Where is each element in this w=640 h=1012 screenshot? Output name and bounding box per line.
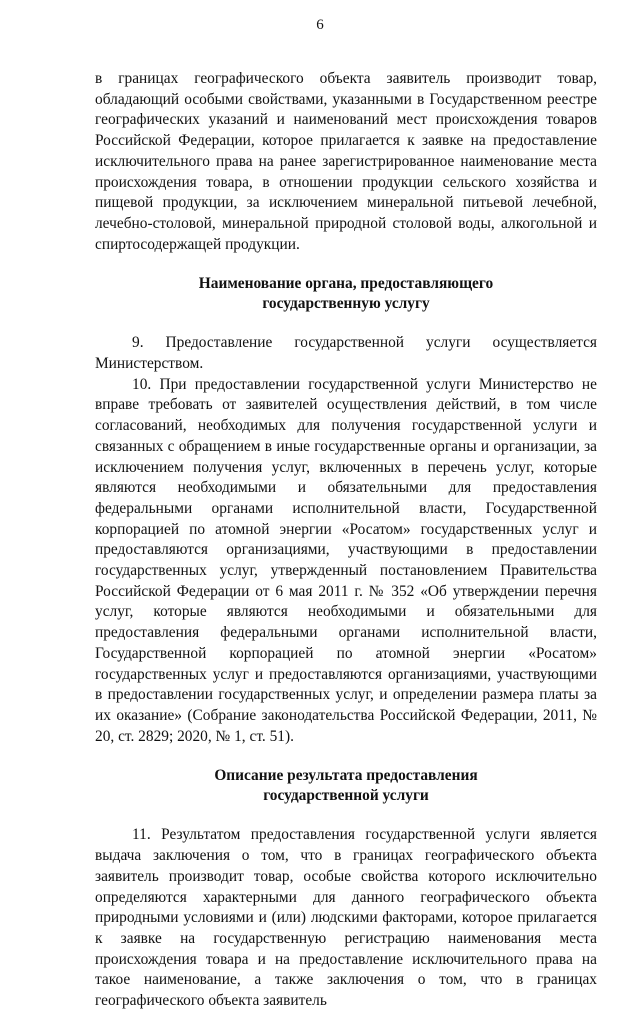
- document-body: [95, 69, 597, 1012]
- section-heading-line: государственной услуги: [263, 787, 429, 805]
- section-heading-line: Наименование органа, предоставляющего: [198, 275, 494, 293]
- section-heading-line: государственную услугу: [262, 295, 430, 313]
- section-heading-line: Описание результата предоставления: [214, 767, 478, 785]
- section-heading-result: [95, 766, 597, 806]
- paragraph-continuation: в границах географического объекта заявитель производит товар, обладающий особыми свойствами, указанными в Государственном реестре географических указаний и наименований мест происхождения товаров Российской Федерации, которое прилагается к заявке на предоставление исключительного права на ранее зарегистрированное наименование места происхождения товара, в отношении продукции сельского хозяйства и пищевой продукции, за исключением минеральной питьевой лечебной, лечебно-столовой, минеральной природной столовой воды, алкогольной и спиртосодержащей продукции.: [95, 70, 597, 253]
- paragraph-11: 11. Результатом предоставления государственной услуги является выдача заключения о том, что в границах географического объекта заявитель производит товар, особые свойства которого исключительно определяются характерными для данного географического объекта природными условиями и (или) людскими факторами, которое прилагается к заявке на государственную регистрацию наименования места происхождения товара и на предоставление исключительного права на такое наименование, а также заключения о том, что в границах географического объекта заявитель: [95, 826, 597, 1010]
- page-number: 6: [316, 17, 324, 33]
- paragraph-10: 10. При предоставлении государственной услуги Министерство не вправе требовать от заявителей осуществления действий, в том числе согласований, необходимых для получения государственной услуги и связанных с обращением в иные государственные органы и организации, за исключением получения услуг, включенных в перечень услуг, которые являются необходимыми и обязательными для предоставления федеральными органами исполнительной власти, Государственной корпорацией по атомной энергии «Росатом» государственных услуг и предоставляются организациями, участвующими в предоставлении государственных услуг, утвержденный постановлением Правительства Российской Федерации от 6 мая 2011 г. № 352 «Об утверждении перечня услуг, которые являются необходимыми и обязательными для предоставления федеральными органами исполнительной власти, Государственной корпорацией по атомной энергии «Росатом» государственных услуг и предоставляются организациями, участвующими в предоставлении государственных услуг, и определении размера платы за их оказание» (Собрание законодательства Российской Федерации, 2011, № 20, ст. 2829; 2020, № 1, ст. 51).: [95, 375, 597, 745]
- section-heading-authority: [95, 274, 597, 314]
- paragraph-9: 9. Предоставление государственной услуги осуществляется Министерством.: [95, 334, 597, 373]
